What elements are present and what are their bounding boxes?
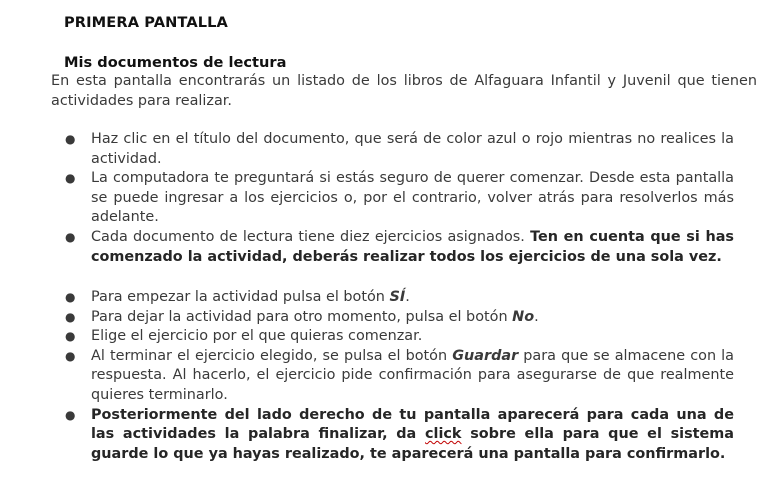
no-button-name: No [512, 308, 535, 325]
list-item-text: sobre ella para que el sistema guarde lo que ya hayas realizado, te aparecerá una pantalla para confirmarlo. [91, 426, 735, 462]
spellcheck-word: click [425, 426, 462, 443]
bullet-icon: ● [65, 171, 76, 186]
list-item [52, 169, 734, 228]
list-item-text: para que se almacene con la respuesta. Al hacerlo, el ejercicio pide confirmación para asegurarse de que realmente quieres terminarlo. [91, 347, 734, 403]
list-item-text: Al terminar el ejercicio elegido, se pulsa el botón [91, 347, 453, 364]
bullet-icon: ● [65, 290, 76, 304]
intro-paragraph: En esta pantalla encontrarás un listado de los libros de Alfaguara Infantil y Juvenil que tienen actividades para realizar. [51, 73, 757, 109]
list-item [52, 288, 734, 308]
bullet-icon: ● [65, 229, 76, 244]
bullet-icon: ● [65, 309, 76, 324]
list-item-text: Elige el ejercicio por el que quieras comenzar. [91, 328, 423, 345]
list-item-emphasis: Ten en cuenta que si has comenzado la actividad, deberás realizar todos los ejercicios de una sola vez. [91, 228, 734, 265]
bullet-icon: ● [65, 329, 76, 344]
list-item [52, 347, 734, 406]
list-item-text: La computadora te preguntará si estás seguro de querer comenzar. Desde esta pantalla se puede ingresar a los ejercicios o, por el contrario, volver atrás para resolverlos más adelante. [91, 170, 734, 226]
bullet-icon: ● [65, 132, 76, 146]
list-item-text: . [405, 289, 410, 305]
list-item-text: Haz clic en el título del documento, que será de color azul o rojo mientras no realices la actividad. [91, 131, 734, 167]
instructions-list-2 [52, 288, 734, 464]
list-item-text: Cada documento de lectura tiene diez ejercicios asignados. [91, 228, 531, 245]
list-item [52, 130, 734, 169]
instructions-list-1 [52, 130, 734, 267]
list-item-text: Para dejar la actividad para otro momento, pulsa el botón [91, 308, 513, 325]
list-item-text: Para empezar la actividad pulsa el botón [91, 289, 390, 305]
page-title: PRIMERA PANTALLA [64, 14, 228, 31]
list-item-text: . [534, 308, 539, 325]
list-item [52, 308, 734, 328]
yes-button-name: SÍ [389, 289, 406, 305]
save-button-name: Guardar [452, 347, 519, 364]
list-item-text: Posteriormente del lado derecho de tu pantalla aparecerá para cada una de las actividades la palabra finalizar, da [91, 406, 734, 443]
bullet-icon: ● [65, 407, 76, 422]
section-heading: Mis documentos de lectura [64, 54, 287, 71]
list-item [52, 406, 734, 465]
list-item [52, 228, 734, 267]
bullet-icon: ● [65, 348, 76, 363]
list-item [52, 327, 734, 347]
